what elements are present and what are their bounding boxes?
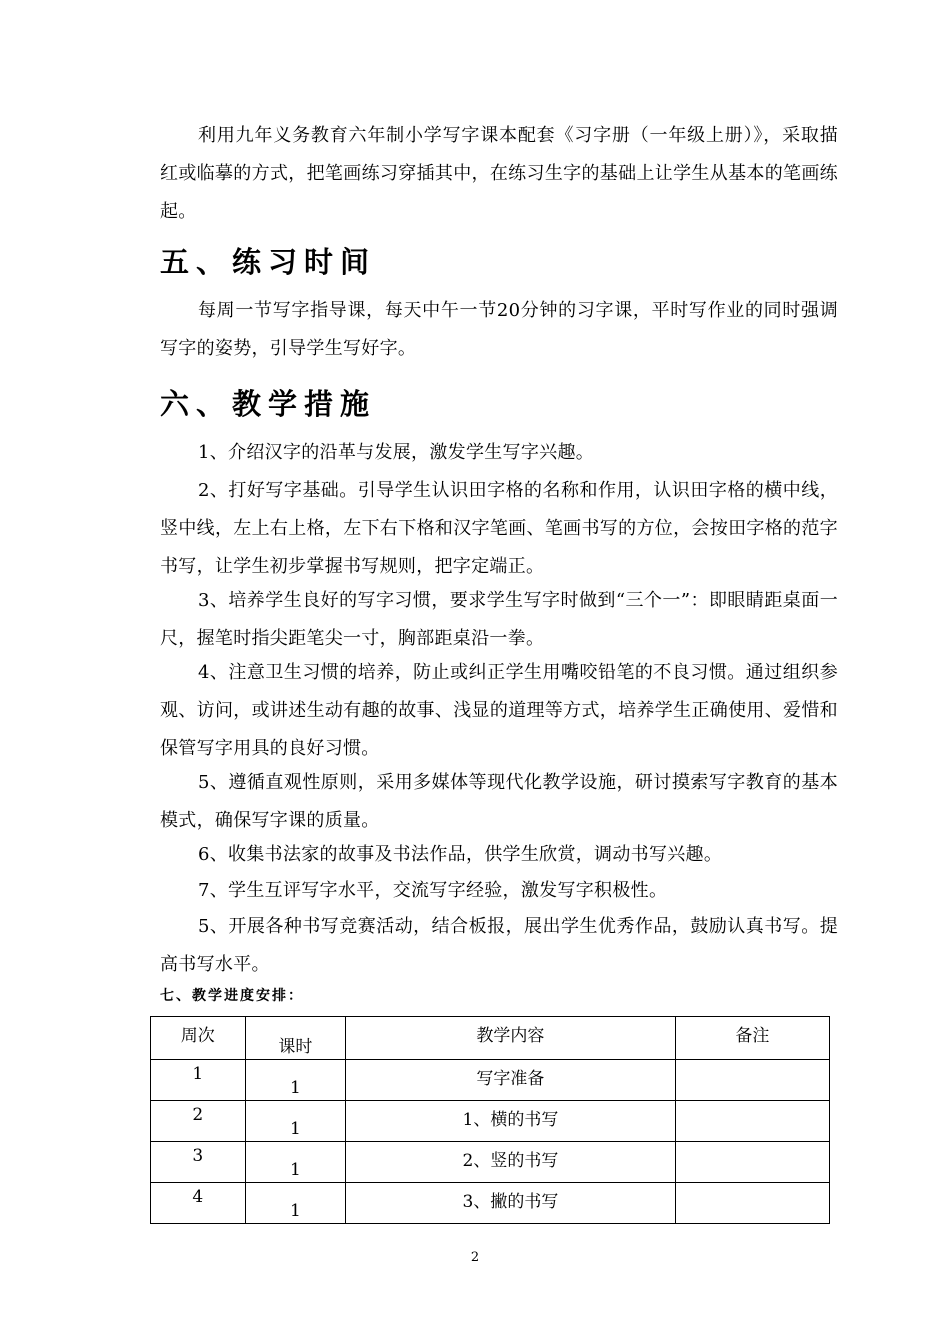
- measure-item-8: 5、开展各种书写竞赛活动，结合板报，展出学生优秀作品，鼓励认真书写。提高书写水平。: [160, 916, 838, 975]
- cell-hours: 1: [245, 1142, 346, 1183]
- header-week: 周次: [151, 1017, 246, 1060]
- cell-week: 3: [151, 1142, 246, 1183]
- intro-paragraph: 利用九年义务教育六年制小学写字课本配套《习字册（一年级上册）》，采取描红或临摹的方式，把笔画练习穿插其中，在练习生字的基础上让学生从基本的笔画练起。: [160, 125, 838, 222]
- schedule-table: [150, 1016, 830, 1224]
- measure-item-5: 5、遵循直观性原则，采用多媒体等现代化教学设施，研讨摸索写字教育的基本模式，确保写字课的质量。: [160, 772, 838, 831]
- table-row: [151, 1142, 830, 1183]
- table-row: [151, 1101, 830, 1142]
- cell-content: 2、竖的书写: [346, 1142, 675, 1183]
- cell-content: 写字准备: [346, 1060, 675, 1101]
- measure-item-1: 1、介绍汉字的沿革与发展，激发学生写字兴趣。: [198, 442, 595, 463]
- cell-hours: 1: [245, 1060, 346, 1101]
- table-row: [151, 1183, 830, 1224]
- cell-hours: 1: [245, 1183, 346, 1224]
- measure-item-6: 6、收集书法家的故事及书法作品，供学生欣赏，调动书写兴趣。: [198, 844, 723, 865]
- section6-heading: 六、教学措施: [160, 387, 377, 421]
- cell-hours: 1: [245, 1101, 346, 1142]
- cell-note: [675, 1060, 829, 1101]
- cell-content: 1、横的书写: [346, 1101, 675, 1142]
- table-row: [151, 1060, 830, 1101]
- section5-heading: 五、练习时间: [160, 245, 377, 279]
- cell-note: [675, 1101, 829, 1142]
- measure-item-7: 7、学生互评写字水平，交流写字经验，激发写字积极性。: [198, 880, 668, 901]
- measure-item-2: 2、打好写字基础。引导学生认识田字格的名称和作用，认识田字格的横中线，竖中线，左上右上格，左下右下格和汉字笔画、笔画书写的方位，会按田字格的范字书写，让学生初步掌握书写规则，把字定端正。: [160, 480, 838, 577]
- table-header-row: [151, 1017, 830, 1060]
- page-number: 2: [470, 1250, 480, 1265]
- measure-item-4: 4、注意卫生习惯的培养，防止或纠正学生用嘴咬铅笔的不良习惯。通过组织参观、访问，或讲述生动有趣的故事、浅显的道理等方式，培养学生正确使用、爱惜和保管写字用具的良好习惯。: [160, 662, 838, 759]
- cell-note: [675, 1142, 829, 1183]
- section5-paragraph: 每周一节写字指导课，每天中午一节20分钟的习字课，平时写作业的同时强调写字的姿势，引导学生写好字。: [160, 300, 838, 359]
- header-content: 教学内容: [346, 1017, 675, 1060]
- header-hours: 课时: [245, 1017, 346, 1060]
- cell-content: 3、撇的书写: [346, 1183, 675, 1224]
- header-note: 备注: [675, 1017, 829, 1060]
- section7-heading: 七、教学进度安排：: [160, 988, 304, 1004]
- cell-note: [675, 1183, 829, 1224]
- measure-item-3: 3、培养学生良好的写字习惯，要求学生写字时做到“三个一”：即眼睛距桌面一尺，握笔时指尖距笔尖一寸，胸部距桌沿一拳。: [160, 590, 838, 649]
- cell-week: 1: [151, 1060, 246, 1101]
- cell-week: 4: [151, 1183, 246, 1224]
- cell-week: 2: [151, 1101, 246, 1142]
